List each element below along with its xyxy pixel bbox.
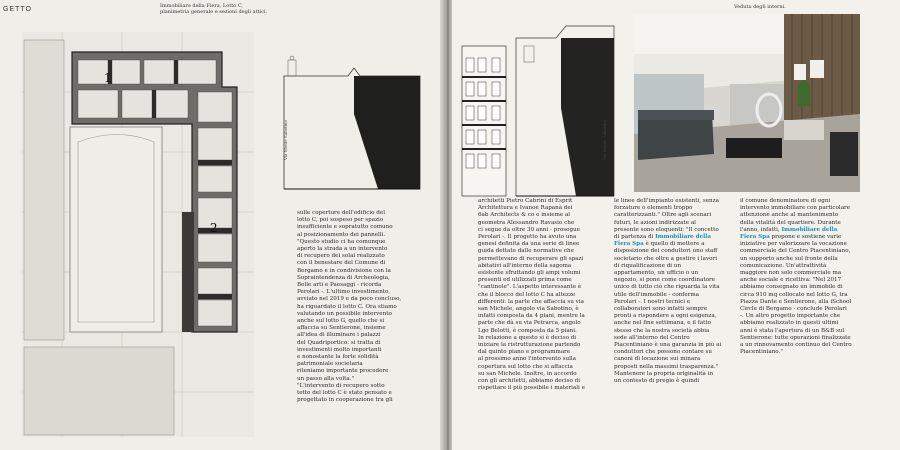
company-link: Immobiliare della Fiera Spa xyxy=(740,226,838,241)
text-column-1: sulle coperture dell'edificio del lotto C, poi sospeso per spazio insufficiente e sopratutto comuno al posizionamento dei pannelli. "Questo studio ci ha comunque aperto la strada a un intervento di recupero dei solai realizzato con il benestare del Comune di Bergamo e in condivisione con la Sopraintendenza di Archeologia, Belle arti e Paesaggi - ricorda Perolari -. L'ultimo investimento, avviato nel 2019 e da poco concluso, ha riguardato il lotto C. Ora stiamo valutando un possibile intervento anche sul lotto G, quello che si affaccia su Sentierone, insieme all'idea di illuminare i palazzi del Quadriportico: si tratta di investimenti molto importanti e nonostante la forte solidità patrimoniale societaria riteniamo importante procedere un passo alla volta." "L'intervento di recupero sotto tetto del lotto C è stato pensato e progettato in cooperazione tra gli xyxy=(297,210,402,404)
section-drawing-left xyxy=(278,54,426,194)
interior-photo xyxy=(634,14,860,192)
street-label-left: Via Monte Sabotino xyxy=(283,120,288,161)
site-plan-drawing xyxy=(22,32,254,437)
plan-caption: Immobiliare della Fiera, Lotto C, planimetria generale e sezioni degli attici. xyxy=(160,3,268,15)
text-column-3: le linee dell'impianto esistenti, senza forzature o elementi troppo caratterizzanti." Oltre agli scenari futuri, le azioni indirizzate al presente sono eloquenti: "Il concetto di partenza di Immobiliare della Fiera Spa è quello di mettere a disposizione dei conduttori uno staff societario che oltre a gestire i lavori di riqualificazione di un appartamento, un ufficio o un negozio, si pone come coordinatore unico di tutto ciò che riguarda la vita utile dell'immobile - conferma Perolari -. I nostri tecnici e collaboratori sono infatti sempre pronti a rispondere a ogni esigenza, anche nel fine settimana, e il fatto stesso che la nostra società abbia sede all'interno del Centro Piacentiniano è una garanzia in più ai conduttori che possono contare su canoni di locazione sui minara proposti nella massimi trasparenza." Mantenere la propria originalità in un contesto di pregio è quindi xyxy=(614,198,722,385)
section-label: GETTO xyxy=(3,6,32,13)
plan-label-2: 2 xyxy=(210,221,218,235)
facade-elevation-drawing xyxy=(456,18,616,198)
right-page xyxy=(452,0,900,450)
text-column-2: architetti Pietro Cabrini di Esprit Architettura e Ivanoe Rapanà dei 6ab Architects & co e insieme al geometra Alessandro Ravasio che ci segue da oltre 30 anni - prosegue Perolari -. Il progetto ha avuto una genesi definita da una serie di linee guida dettate dalle normative che permettevano di recuperare gli spazi abitativi all'interno della sagoma esistente sfruttando gli ampi volumi presenti ed utilizzati prima come "cantinole". L'aspetto interessante è che il blocco del lotto C ha altezze differenti: la parte che affaccia su via san Michele, angolo via Sabotino, è infatti composta da 4 piani, mentre la parte che dà su via Petrarca, angolo Lgo Belotti, è composta da 5 piani. In relazione a questo si è deciso di iniziare la ristrutturazione partendo dal quinto piano e programmare al prossimo anno l'intervento sulla copertura sul lotto che si affaccia su san Michele. Inoltre, in accordo con gli architetti, abbiamo deciso di rispettare il più possibile i materiali e xyxy=(478,198,585,392)
company-link: Immobiliare della Fiera Spa xyxy=(614,234,712,248)
plan-label-1: 1 xyxy=(104,71,112,85)
photo-caption: Veduta degli interni. xyxy=(734,4,786,10)
text-column-4: il comune denominatore di ogni intervento immobiliare con particolare attenzione anche al mantenimento della vitalità del quartiere. Durante l'anno, infatti, Immobiliare della Fiera Spa propone e sostiene varie iniziative per valorizzare la vocazione commerciale del Centro Piacentiniano, un supporto anche sul fronte della comunicazione. Un'attrattività maggiore non solo commerciale ma anche sociale e ricettiva: "Nel 2017 abbiamo consegnato un immobile di circa 910 mq collocato nel lotto G, tra Piazza Dante e Sentierone, alla iSchool Circle di Bergamo - conclude Perolari -. Un altro progetto importante che abbiamo realizzato in questi ultimi anni è stata l'apertura di un B&B sul Sentierone: tutte operazioni finalizzate a un rinnovamento continuo del Centro Piacentiniano." xyxy=(740,198,852,356)
street-label-right: Via Monte Sabotino xyxy=(602,120,607,161)
left-page xyxy=(0,0,444,450)
